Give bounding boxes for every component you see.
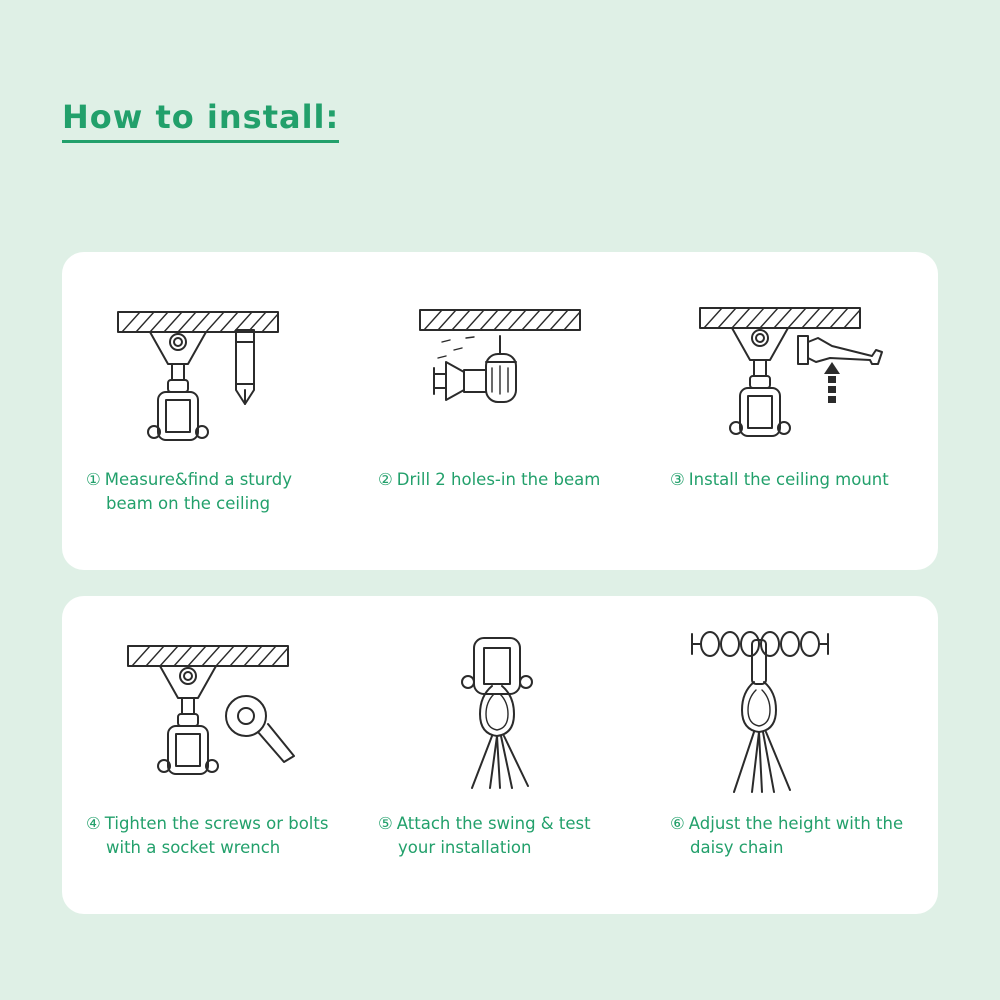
step-4-text: Tighten the screws or bolts with a socket wrench [104,814,329,857]
step-3-number: ③ [670,470,685,489]
step-3-illustration [672,280,912,460]
step-2-illustration [380,280,620,460]
steps-card-bottom [62,596,938,914]
step-4-caption [80,812,336,860]
step-2-number: ② [378,470,393,489]
daisy-chain-icon [672,624,912,804]
step-3-caption [664,468,920,492]
step-2-text: Drill 2 holes-in the beam [396,470,601,489]
step-1-text: Measure&find a sturdy beam on the ceiling [104,470,292,513]
wrench-mount-icon [88,624,328,804]
drill-icon [380,280,620,460]
step-1-number: ① [86,470,101,489]
step-4 [62,596,354,914]
step-5-number: ⑤ [378,814,393,833]
steps-row-top [62,252,938,570]
step-1-illustration [88,280,328,460]
step-4-number: ④ [86,814,101,833]
step-1-caption [80,468,336,516]
step-5 [354,596,646,914]
steps-row-bottom [62,596,938,914]
step-4-illustration [88,624,328,804]
step-5-illustration [380,624,620,804]
step-6-caption [664,812,920,860]
step-2 [354,252,646,570]
step-2-caption [372,468,628,492]
step-6-number: ⑥ [670,814,685,833]
beam-pencil-measure-icon [88,280,328,460]
hammer-mount-icon [672,280,912,460]
steps-card-top [62,252,938,570]
step-1 [62,252,354,570]
step-5-text: Attach the swing & test your installation [396,814,591,857]
swing-attach-icon [380,624,620,804]
page-title: How to install: [62,100,339,143]
step-3-text: Install the ceiling mount [688,470,889,489]
step-6 [646,596,938,914]
step-6-text: Adjust the height with the daisy chain [688,814,904,857]
step-3 [646,252,938,570]
step-6-illustration [672,624,912,804]
step-5-caption [372,812,628,860]
